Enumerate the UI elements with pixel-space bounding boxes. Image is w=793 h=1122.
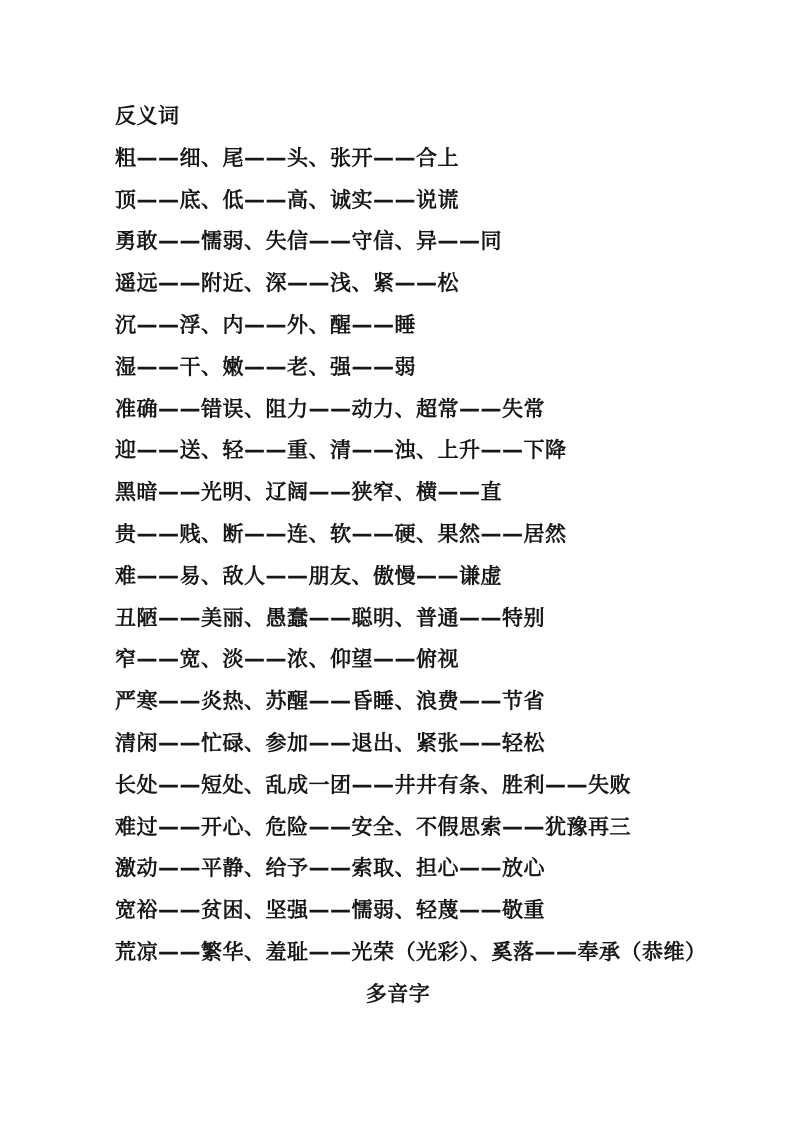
antonym-line: 难过——开心、危险——安全、不假思索——犹豫再三 [115,814,631,839]
antonym-line: 遥远——附近、深——浅、紧——松 [115,271,459,296]
antonym-line: 勇敢——懦弱、失信——守信、异——同 [115,229,502,254]
antonym-line: 清闲——忙碌、参加——退出、紧张——轻松 [115,730,545,755]
antonym-line: 迎——送、轻——重、清——浊、上升——下降 [115,438,567,463]
page-title: 反义词 [115,104,180,128]
antonym-line: 激动——平静、给予——索取、担心——放心 [115,856,545,881]
antonym-line: 窄——宽、淡——浓、仰望——俯视 [115,647,459,672]
antonym-line: 粗——细、尾——头、张开——合上 [115,145,459,170]
antonym-line: 顶——底、低——高、诚实——说谎 [115,187,459,212]
antonym-line: 难——易、敌人——朋友、傲慢——谦虚 [115,563,502,588]
section-heading-polyphone: 多音字 [365,981,431,1006]
antonym-line: 沉——浮、内——外、醒——睡 [115,312,416,337]
antonym-line: 荒凉——繁华、羞耻——光荣（光彩）、奚落——奉承（恭维） [115,939,707,964]
antonym-line: 丑陋——美丽、愚蠢——聪明、普通——特别 [115,605,545,630]
antonym-line: 宽裕——贫困、坚强——懦弱、轻蔑——敬重 [115,898,545,923]
antonym-line: 湿——干、嫩——老、强——弱 [115,354,416,379]
antonym-line: 贵——贱、断——连、软——硬、果然——居然 [115,521,567,546]
antonym-line: 长处——短处、乱成一团——井井有条、胜利——失败 [115,772,631,797]
antonym-line: 严寒——炎热、苏醒——昏睡、浪费——节省 [115,689,545,714]
antonym-line: 准确——错误、阻力——动力、超常——失常 [115,396,545,421]
antonym-line: 黑暗——光明、辽阔——狭窄、横——直 [115,480,502,505]
